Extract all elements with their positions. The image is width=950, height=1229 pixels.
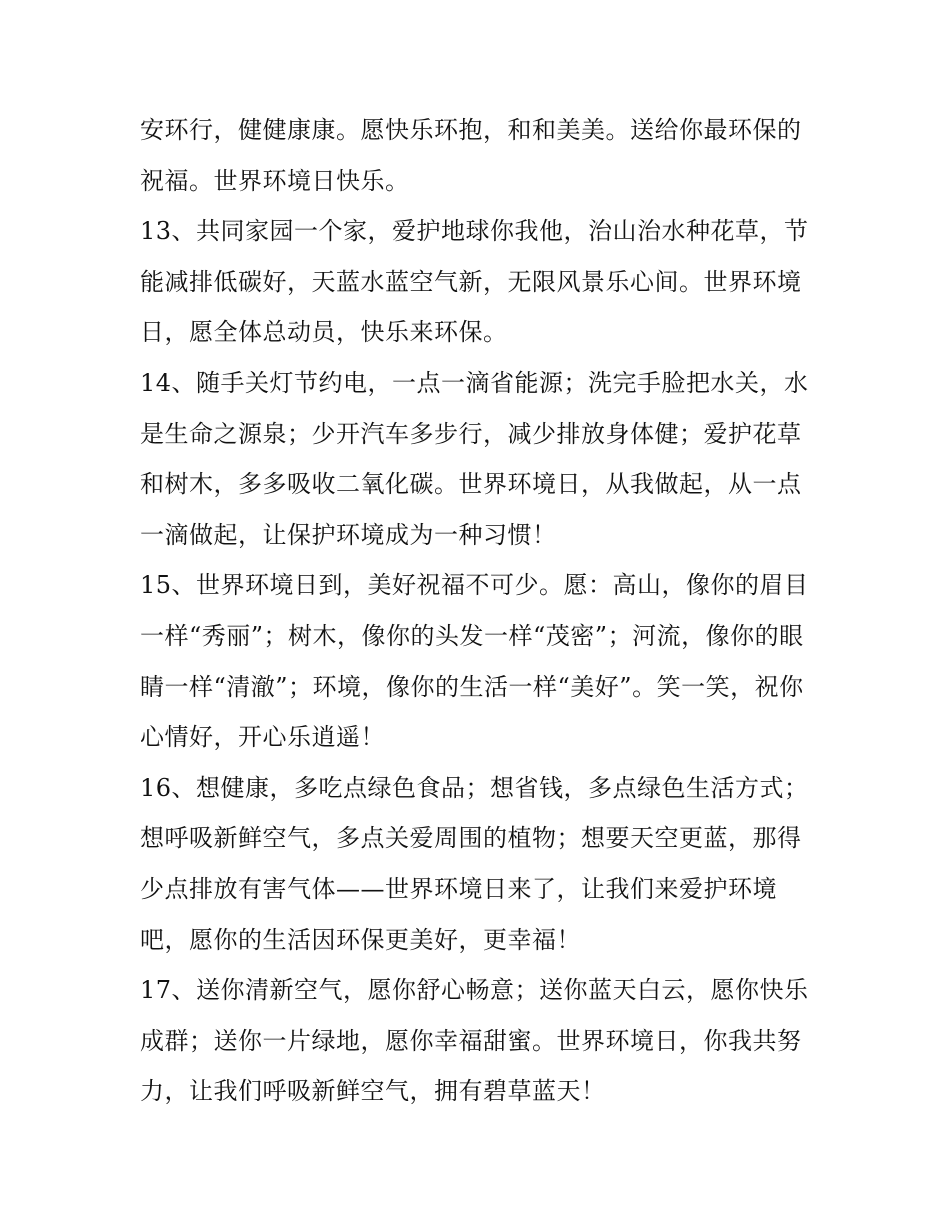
text-line: 心情好，开心乐逍遥！ — [140, 723, 385, 752]
text-line: 是生命之源泉；少开汽车多步行，减少排放身体健；爱护花草 — [140, 419, 802, 448]
paragraph-13 — [140, 206, 820, 358]
text-line: 力，让我们呼吸新鲜空气，拥有碧草蓝天！ — [140, 1077, 606, 1106]
text-line: 一滴做起，让保护环境成为一种习惯！ — [140, 520, 557, 549]
text-line: 少点排放有害气体——世界环境日来了，让我们来爱护环境 — [140, 874, 777, 903]
body-text — [140, 105, 820, 1117]
paragraph-15 — [140, 560, 820, 762]
text-line: 睛一样“清澈”；环境，像你的生活一样“美好”。笑一笑，祝你 — [140, 672, 804, 701]
text-line: 日，愿全体总动员，快乐来环保。 — [140, 318, 508, 347]
text-line: 16、想健康，多吃点绿色食品；想省钱，多点绿色生活方式； — [140, 773, 809, 802]
text-line: 成群；送你一片绿地，愿你幸福甜蜜。世界环境日，你我共努 — [140, 1026, 802, 1055]
text-line: 祝福。世界环境日快乐。 — [140, 166, 410, 195]
text-line: 一样“秀丽”；树木，像你的头发一样“茂密”；河流，像你的眼 — [140, 621, 804, 650]
text-line: 14、随手关灯节约电，一点一滴省能源；洗完手脸把水关，水 — [140, 368, 809, 397]
text-line: 15、世界环境日到，美好祝福不可少。愿：高山，像你的眉目 — [140, 571, 809, 600]
paragraph-17 — [140, 965, 820, 1117]
text-line: 和树木，多多吸收二氧化碳。世界环境日，从我做起，从一点 — [140, 470, 802, 499]
text-line: 吧，愿你的生活因环保更美好，更幸福！ — [140, 925, 581, 954]
paragraph-12-continued — [140, 105, 820, 206]
paragraph-16 — [140, 763, 820, 965]
text-line: 安环行，健健康康。愿快乐环抱，和和美美。送给你最环保的 — [140, 116, 802, 144]
text-line: 13、共同家园一个家，爱护地球你我他，治山治水种花草，节 — [140, 217, 809, 246]
paragraph-14 — [140, 358, 820, 560]
text-line: 能减排低碳好，天蓝水蓝空气新，无限风景乐心间。世界环境 — [140, 267, 802, 296]
text-line: 想呼吸新鲜空气，多点关爱周围的植物；想要天空更蓝，那得 — [140, 824, 802, 853]
text-line: 17、送你清新空气，愿你舒心畅意；送你蓝天白云，愿你快乐 — [140, 976, 809, 1005]
